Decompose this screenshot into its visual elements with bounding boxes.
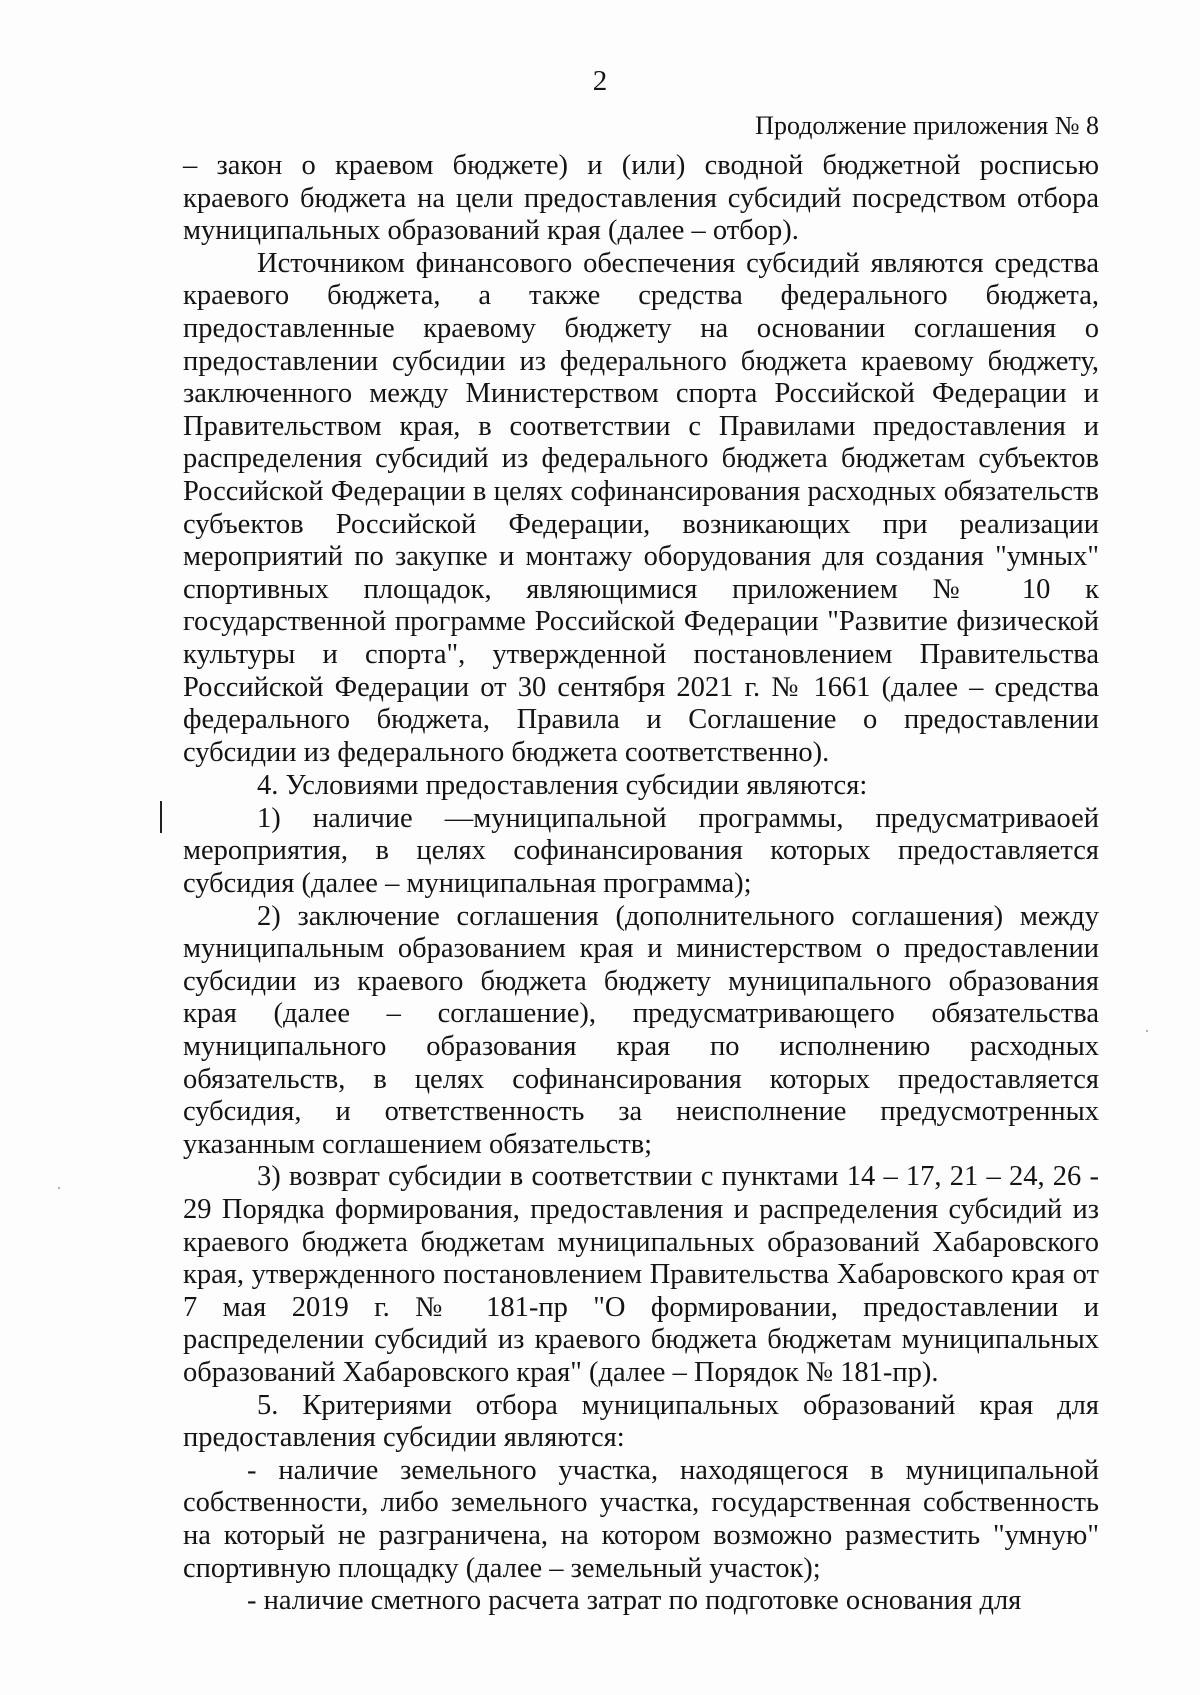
appendix-continuation-note: Продолжение приложения № 8 bbox=[755, 111, 1099, 140]
paragraph-condition-1: 1) наличие —муниципальной программы, предусматриваоей мероприятия, в целях софинансирования которых предоставляется субсидия (далее – муниципальная программа); bbox=[183, 802, 1099, 900]
paragraph-condition-2: 2) заключение соглашения (дополнительного соглашения) между муниципальным образованием края и министерством о предоставлении субсидии из краевого бюджета бюджету муниципального образования края (далее – соглашение), предусматривающего обязательства муниципального образования края по исполнению расходных обязательств, в целях софинансирования которых предоставляется субсидия, и ответственность за неисполнение предусмотренных указанным соглашением обязательств; bbox=[183, 900, 1099, 1160]
paragraph-budget-law: – закон о краевом бюджете) и (или) сводной бюджетной росписью краевого бюджета на цели предоставления субсидий посредством отбора муниципальных образований края (далее – отбор). bbox=[183, 150, 1099, 247]
scan-speck bbox=[1146, 1030, 1148, 1032]
paragraph-criterion-land-plot: - наличие земельного участка, находящегося в муниципальной собственности, либо земельного участка, государственная собственность на который не разграничена, на котором возможно разместить "умную" спортивную площадку (далее – земельный участок); bbox=[183, 1454, 1099, 1584]
page-number: 2 bbox=[592, 65, 608, 97]
paragraph-criteria-heading: 5. Критериями отбора муниципальных образований края для предоставления субсидии являются: bbox=[183, 1389, 1099, 1454]
paragraph-condition-3: 3) возврат субсидии в соответствии с пунктами 14 – 17, 21 – 24, 26 - 29 Порядка формирования, предоставления и распределения субсидий из краевого бюджета бюджетам муниципальных образований Хабаровского края, утвержденного постановлением Правительства Хабаровского края от 7 мая 2019 г. № 181-пр "О формировании, предоставлении и распределении субсидий из краевого бюджета бюджетам муниципальных образований Хабаровского края" (далее – Порядок № 181-пр). bbox=[183, 1161, 1099, 1388]
document-body bbox=[183, 150, 1099, 1618]
paragraph-conditions-heading: 4. Условиями предоставления субсидии являются: bbox=[257, 770, 868, 802]
margin-mark bbox=[160, 801, 162, 833]
scan-speck bbox=[58, 1187, 60, 1189]
paragraph-criterion-estimate: - наличие сметного расчета затрат по подготовке основания для bbox=[247, 1585, 1022, 1617]
paragraph-funding-source: Источником финансового обеспечения субсидий являются средства краевого бюджета, а также средства федерального бюджета, предоставленные краевому бюджету на основании соглашения о предоставлении субсидии из федерального бюджета краевому бюджету, заключенного между Министерством спорта Российской Федерации и Правительством края, в соответствии с Правилами предоставления и распределения субсидий из федерального бюджета бюджетам субъектов Российской Федерации в целях софинансирования расходных обязательств субъектов Российской Федерации, возникающих при реализации мероприятий по закупке и монтажу оборудования для создания "умных" спортивных площадок, являющимися приложением № 10 к государственной программе Российской Федерации "Развитие физической культуры и спорта", утвержденной постановлением Правительства Российской Федерации от 30 сентября 2021 г. № 1661 (далее – средства федерального бюджета, Правила и Соглашение о предоставлении субсидии из федерального бюджета соответственно). bbox=[183, 247, 1099, 768]
